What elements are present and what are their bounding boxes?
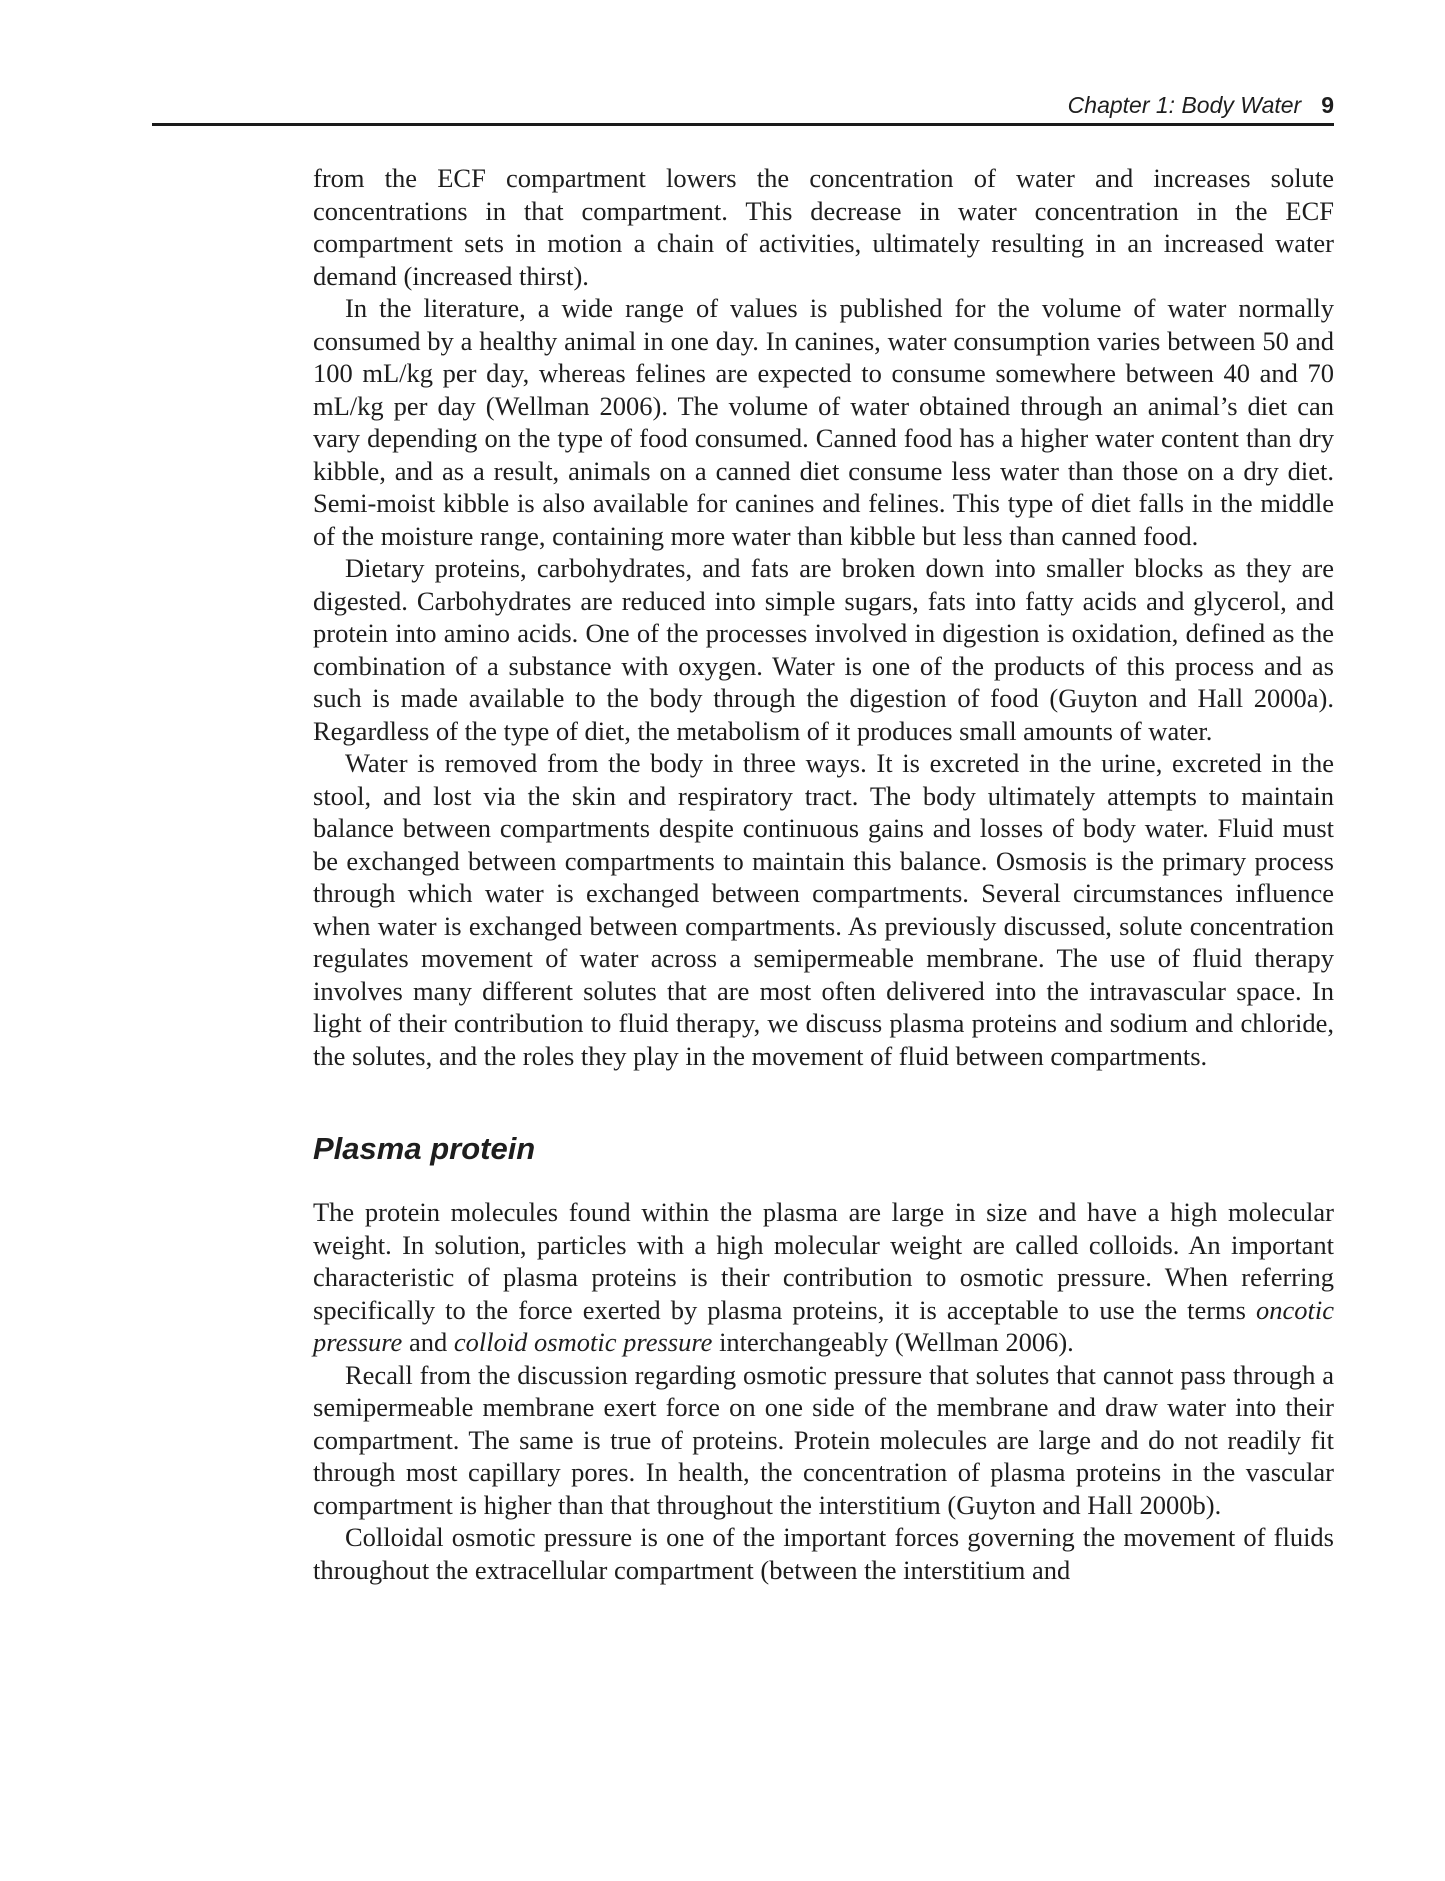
paragraph bbox=[313, 1196, 1334, 1359]
paragraph: In the literature, a wide range of values is published for the volume of water normally consumed by a healthy animal in one day. In canines, water consumption varies between 50 and 100 mL/kg per day, whereas felines are expected to consume somewhere between 40 and 70 mL/kg per day (Wellman 2006). The volume of water obtained through an animal’s diet can vary depending on the type of food consumed. Canned food has a higher water content than dry kibble, and as a result, animals on a canned diet consume less water than those on a dry diet. Semi-moist kibble is also available for canines and felines. This type of diet falls in the middle of the moisture range, containing more water than kibble but less than canned food. bbox=[313, 293, 1334, 551]
term-oncotic-pressure: oncotic pressure bbox=[313, 1294, 1334, 1357]
paragraph: from the ECF compartment lowers the concentration of water and increases solute concentrations in that compartment. This decrease in water concentration in the ECF compartment sets in motion a chain of activities, ultimately resulting in an increased water demand (increased thirst). bbox=[313, 163, 1334, 291]
paragraph-text: interchangeably (Wellman 2006). bbox=[712, 1327, 1074, 1357]
paragraph-text: The protein molecules found within the plasma are large in size and have a high molecular weight. In solution, particles with a high molecular weight are called colloids. An important characteristic of plasma proteins is their contribution to osmotic pressure. When referring specifically to the force exerted by plasma proteins, it is acceptable to use the terms bbox=[313, 1197, 1334, 1325]
page-header bbox=[152, 86, 1334, 126]
paragraph-text: and bbox=[402, 1327, 454, 1357]
paragraph: Recall from the discussion regarding osmotic pressure that solutes that cannot pass through a semipermeable membrane exert force on one side of the membrane and draw water into their compartment. The same is true of proteins. Protein molecules are large and do not readily fit through most capillary pores. In health, the concentration of plasma proteins in the vascular compartment is higher than that throughout the interstitium (Guyton and Hall 2000b). bbox=[313, 1359, 1334, 1520]
paragraph: Colloidal osmotic pressure is one of the important forces governing the movement of fluids throughout the extracellular compartment (between the interstitium and bbox=[313, 1522, 1334, 1585]
paragraph: Dietary proteins, carbohydrates, and fats are broken down into smaller blocks as they are digested. Carbohydrates are reduced into simple sugars, fats into fatty acids and glycerol, and protein into amino acids. One of the processes involved in digestion is oxidation, defined as the combination of a substance with oxygen. Water is one of the products of this process and as such is made available to the body through the digestion of food (Guyton and Hall 2000a). Regardless of the type of diet, the metabolism of it produces small amounts of water. bbox=[313, 553, 1334, 746]
term-colloid-osmotic-pressure: colloid osmotic pressure bbox=[453, 1327, 713, 1357]
paragraph: Water is removed from the body in three ways. It is excreted in the urine, excreted in the stool, and lost via the skin and respiratory tract. The body ultimately attempts to maintain balance between compartments despite continuous gains and losses of body water. Fluid must be exchanged between compartments to maintain this balance. Osmosis is the primary process through which water is exchanged between compartments. Several circumstances influence when water is exchanged between compartments. As previously discussed, solute concentration regulates movement of water across a semipermeable membrane. The use of fluid therapy involves many different solutes that are most often delivered into the intravascular space. In light of their contribution to fluid therapy, we discuss plasma proteins and sodium and chloride, the solutes, and the roles they play in the movement of fluid between compartments. bbox=[313, 748, 1334, 1071]
section-heading: Plasma protein bbox=[313, 1131, 536, 1166]
body-text bbox=[313, 162, 1334, 1586]
page-number: 9 bbox=[1321, 92, 1334, 118]
header-text bbox=[1068, 90, 1334, 120]
running-head: Chapter 1: Body Water bbox=[1067, 92, 1302, 118]
